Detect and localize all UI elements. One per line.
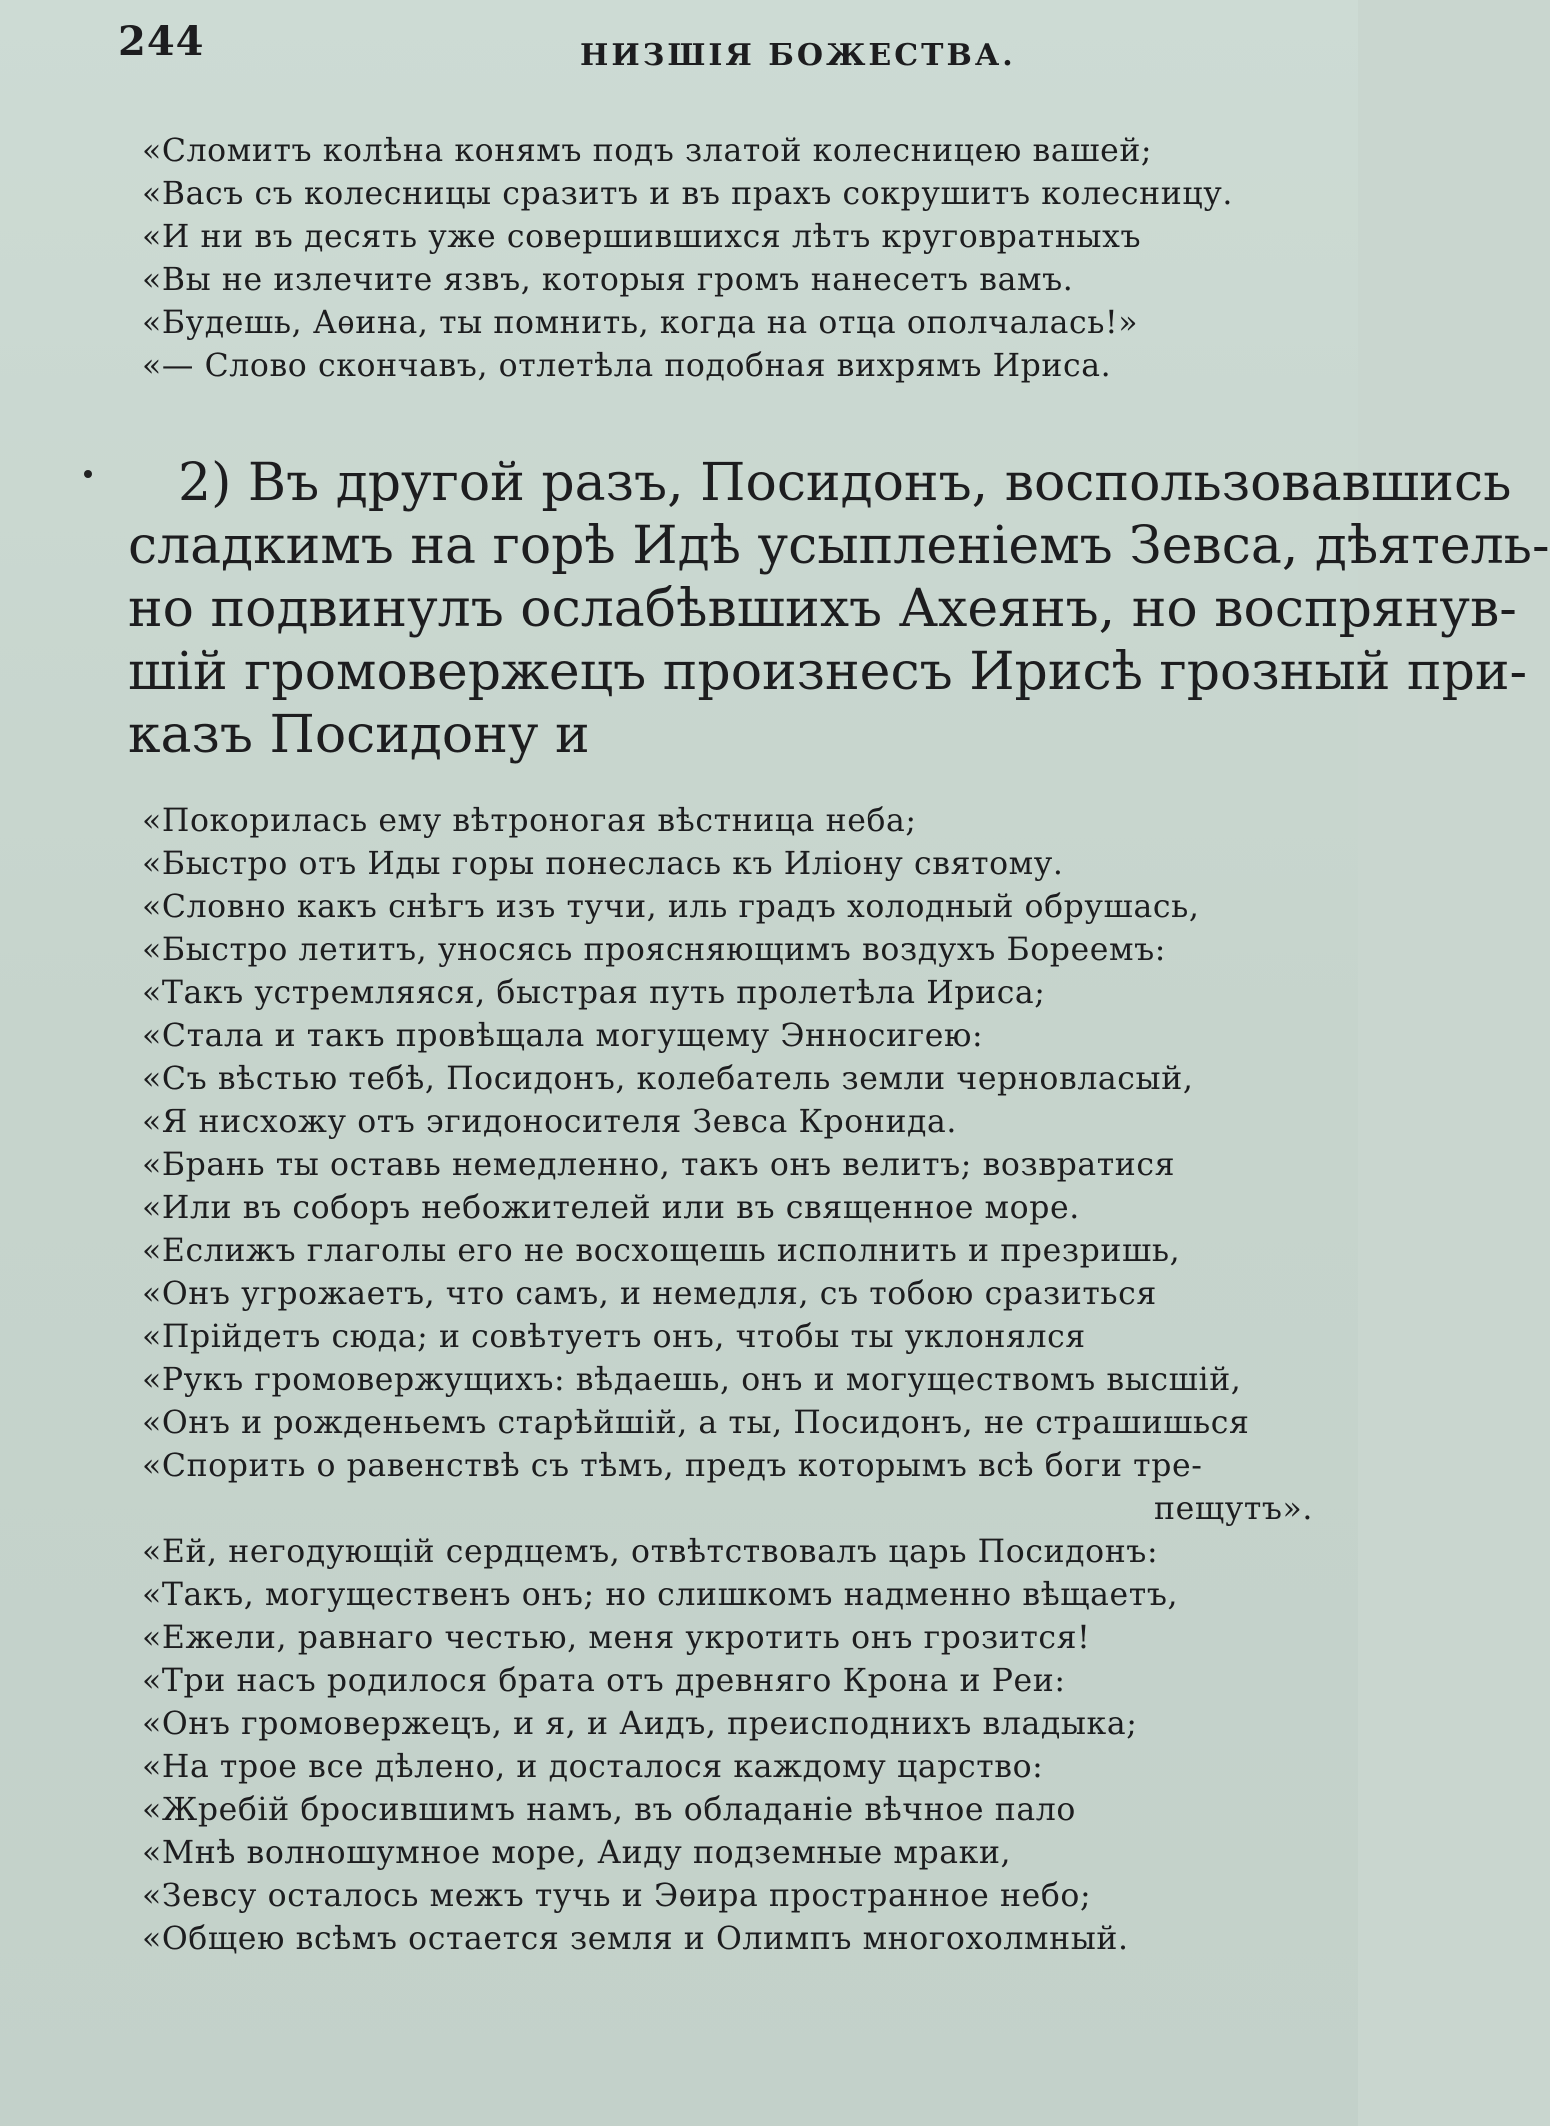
prose-line: шій громовержецъ произнесъ Ирисѣ грозный при- <box>128 642 1528 702</box>
verse-line: «И ни въ десять уже совершившихся лѣтъ круговратныхъ <box>142 219 1142 255</box>
prose-paragraph <box>128 452 1550 767</box>
verse-line: «Я нисхожу отъ эгидоносителя Зевса Кронида. <box>142 1104 958 1140</box>
verse-line: «Ей, негодующій сердцемъ, отвѣтствовалъ царь Посидонъ: <box>142 1534 1159 1570</box>
verse-line: «Или въ соборъ небожителей или въ священное море. <box>142 1190 1080 1226</box>
verse-line: «Еслижъ глаголы его не восхощешь исполнить и презришь, <box>142 1233 1181 1269</box>
verse-line: «Такъ устремляяся, быстрая путь пролетѣла Ириса; <box>142 975 1046 1011</box>
verse-line: «Будешь, Аѳина, ты помнить, когда на отца ополчалась!» <box>142 305 1139 341</box>
verse-line: «Быстро отъ Иды горы понеслась къ Иліону святому. <box>142 846 1064 882</box>
prose-line: 2) Въ другой разъ, Посидонъ, воспользовавшись <box>178 453 1512 513</box>
verse-line: «Такъ, могущественъ онъ; но слишкомъ надменно вѣщаетъ, <box>142 1577 1179 1613</box>
page-header <box>118 18 1298 78</box>
prose-line: сладкимъ на горѣ Идѣ усыпленіемъ Зевса, дѣятель- <box>128 516 1550 576</box>
verse-block-1 <box>142 130 1322 388</box>
verse-line: «Покорилась ему вѣтроногая вѣстница неба; <box>142 803 917 839</box>
running-title: НИЗШІЯ БОЖЕСТВА. <box>580 38 1016 73</box>
prose-line: казъ Посидону и <box>128 705 590 765</box>
verse-line-continuation: пещутъ». <box>1154 1491 1314 1527</box>
verse-line: «Жребій бросившимъ намъ, въ обладаніе вѣчное пало <box>142 1792 1076 1828</box>
verse-line: «Быстро летитъ, уносясь проясняющимъ воздухъ Бореемъ: <box>142 932 1166 968</box>
verse-line: «Васъ съ колесницы сразитъ и въ прахъ сокрушитъ колесницу. <box>142 176 1233 212</box>
verse-line: «Вы не излечите язвъ, которыя громъ нанесетъ вамъ. <box>142 262 1074 298</box>
page-number: 244 <box>118 18 205 65</box>
verse-line: «Онъ громовержецъ, и я, и Аидъ, преисподнихъ владыка; <box>142 1706 1138 1742</box>
verse-line: «Зевсу осталось межъ тучь и Эѳира пространное небо; <box>142 1878 1092 1914</box>
verse-line: «Ежели, равнаго честью, меня укротить онъ грозится! <box>142 1620 1091 1656</box>
verse-line: «На трое все дѣлено, и досталося каждому царство: <box>142 1749 1044 1785</box>
verse-line: «Три насъ родилося брата отъ древняго Крона и Реи: <box>142 1663 1066 1699</box>
verse-line: «Съ вѣстью тебѣ, Посидонъ, колебатель земли черновласый, <box>142 1061 1194 1097</box>
verse-line: «Брань ты оставь немедленно, такъ онъ велитъ; возвратися <box>142 1147 1176 1183</box>
verse-line: «Стала и такъ провѣщала могущему Энносигею: <box>142 1018 984 1054</box>
prose-line: но подвинулъ ослабѣвшихъ Ахеянъ, но воспрянув- <box>128 579 1517 639</box>
verse-block-2 <box>142 800 1322 1961</box>
verse-line: «Рукъ громовержущихъ: вѣдаешь, онъ и могуществомъ высшій, <box>142 1362 1242 1398</box>
verse-line: «Общею всѣмъ остается земля и Олимпъ многохолмный. <box>142 1921 1129 1957</box>
verse-line: «Мнѣ волношумное море, Аиду подземные мраки, <box>142 1835 1012 1871</box>
verse-line: «Онъ и рожденьемъ старѣйшій, а ты, Посидонъ, не страшишься <box>142 1405 1250 1441</box>
verse-line: «Прійдетъ сюда; и совѣтуетъ онъ, чтобы ты уклонялся <box>142 1319 1086 1355</box>
verse-line: «Сломитъ колѣна конямъ подъ златой колесницею вашей; <box>142 133 1153 169</box>
paragraph-marker <box>84 470 92 478</box>
verse-line: «Онъ угрожаетъ, что самъ, и немедля, съ тобою сразиться <box>142 1276 1157 1312</box>
verse-line: «— Слово скончавъ, отлетѣла подобная вихрямъ Ириса. <box>142 348 1112 384</box>
verse-line: «Словно какъ снѣгъ изъ тучи, иль градъ холодный обрушась, <box>142 889 1200 925</box>
verse-line: «Спорить о равенствѣ съ тѣмъ, предъ которымъ всѣ боги тре- <box>142 1448 1203 1484</box>
